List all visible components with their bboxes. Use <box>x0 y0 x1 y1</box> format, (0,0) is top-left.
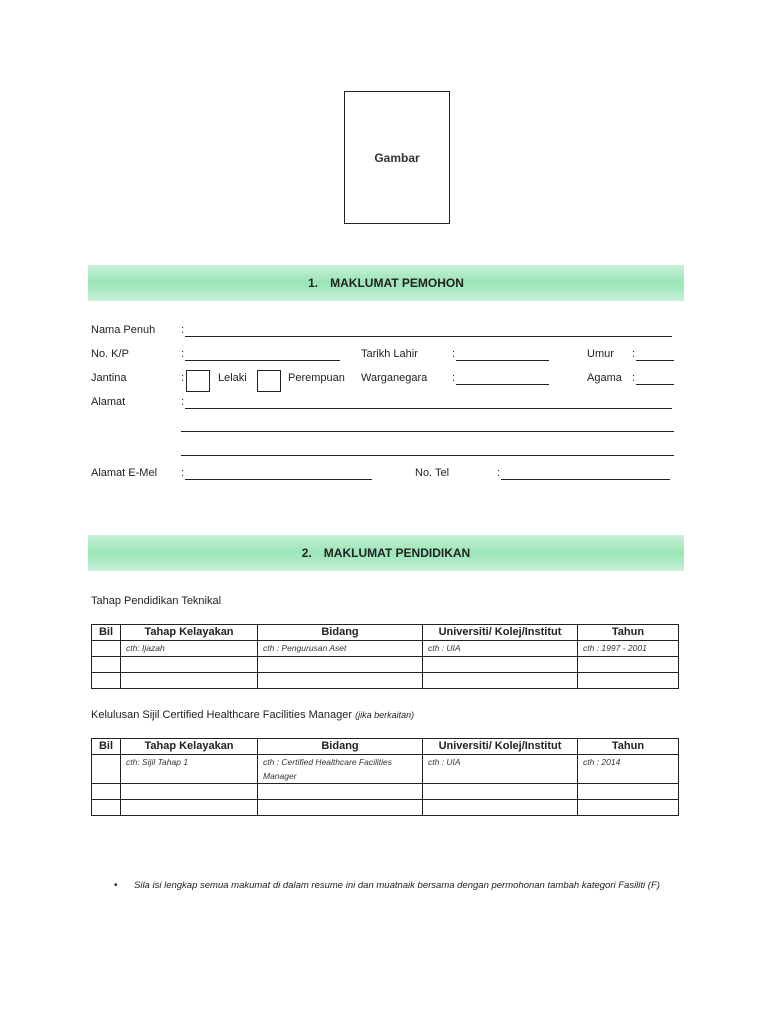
table-cell[interactable] <box>423 673 578 689</box>
label-agama: Agama <box>587 372 622 384</box>
table-cell[interactable]: cth : UIA <box>423 755 578 784</box>
technical-education-table <box>91 624 679 689</box>
perempuan-checkbox[interactable] <box>257 370 281 392</box>
table-cell[interactable]: cth: Sijil Tahap 1 <box>121 755 258 784</box>
table-row <box>92 784 679 800</box>
table-cell[interactable]: cth : 2014 <box>578 755 679 784</box>
table-cell[interactable] <box>258 657 423 673</box>
colon: : <box>181 372 185 384</box>
label-nama-penuh: Nama Penuh <box>91 324 156 336</box>
column-header-bil: Bil <box>92 625 121 641</box>
column-header-bidang: Bidang <box>258 625 423 641</box>
column-header-universiti: Universiti/ Kolej/Institut <box>423 625 578 641</box>
section-1-number: 1. <box>308 276 319 290</box>
certification-table <box>91 738 679 816</box>
label-no-tel: No. Tel <box>415 467 450 479</box>
table-cell[interactable] <box>578 657 679 673</box>
alamat-field-line-3[interactable] <box>181 455 674 456</box>
table-header-row <box>92 625 679 641</box>
column-header-tahap-kelayakan: Tahap Kelayakan <box>121 625 258 641</box>
table-cell[interactable] <box>121 673 258 689</box>
table-row <box>92 657 679 673</box>
colon: : <box>181 324 185 336</box>
table-cell[interactable] <box>578 784 679 800</box>
label-jantina: Jantina <box>91 372 127 384</box>
table-cell[interactable]: cth : UIA <box>423 641 578 657</box>
label-perempuan: Perempuan <box>288 372 345 384</box>
table-cell[interactable] <box>423 657 578 673</box>
column-header-bil: Bil <box>92 739 121 755</box>
table-2-heading-text: Kelulusan Sijil Certified Healthcare Facilities Manager <box>91 709 353 721</box>
table-2-heading-note: (jika berkaitan) <box>355 710 415 720</box>
column-header-tahap-kelayakan: Tahap Kelayakan <box>121 739 258 755</box>
bullet-icon: • <box>114 880 118 891</box>
no-kp-field[interactable] <box>185 360 340 361</box>
table-cell[interactable] <box>258 673 423 689</box>
alamat-field-line-1[interactable] <box>185 408 672 409</box>
column-header-universiti: Universiti/ Kolej/Institut <box>423 739 578 755</box>
alamat-field-line-2[interactable] <box>181 431 674 432</box>
table-cell[interactable] <box>578 800 679 816</box>
column-header-tahun: Tahun <box>578 625 679 641</box>
table-cell[interactable] <box>121 784 258 800</box>
table-cell[interactable] <box>92 641 121 657</box>
colon: : <box>181 348 185 360</box>
instruction-note: Sila isi lengkap semua makumat di dalam resume ini dan muatnaik bersama dengan permohonan tambah kategori Fasiliti (F) <box>134 880 660 891</box>
agama-field[interactable] <box>636 384 674 385</box>
alamat-emel-field[interactable] <box>185 479 372 480</box>
section-1-title: MAKLUMAT PEMOHON <box>330 276 464 290</box>
table-cell[interactable] <box>423 800 578 816</box>
umur-field[interactable] <box>636 360 674 361</box>
no-tel-field[interactable] <box>501 479 670 480</box>
table-cell[interactable] <box>92 657 121 673</box>
table-cell[interactable] <box>578 673 679 689</box>
table-cell[interactable] <box>92 755 121 784</box>
colon: : <box>452 348 456 360</box>
label-alamat: Alamat <box>91 396 126 408</box>
tarikh-lahir-field[interactable] <box>456 360 549 361</box>
warganegara-field[interactable] <box>456 384 549 385</box>
column-header-bidang: Bidang <box>258 739 423 755</box>
colon: : <box>497 467 501 479</box>
table-row <box>92 755 679 784</box>
table-header-row <box>92 739 679 755</box>
table-cell[interactable] <box>423 784 578 800</box>
section-1-header <box>88 265 684 301</box>
section-2-number: 2. <box>301 546 312 560</box>
table-cell[interactable] <box>121 800 258 816</box>
label-tarikh-lahir: Tarikh Lahir <box>361 348 418 360</box>
table-cell[interactable]: cth : Certified Healthcare Facilities Manager <box>258 755 423 784</box>
table-cell[interactable]: cth : 1997 - 2001 <box>578 641 679 657</box>
column-header-tahun: Tahun <box>578 739 679 755</box>
table-cell[interactable] <box>258 800 423 816</box>
table-cell[interactable] <box>121 657 258 673</box>
nama-penuh-field[interactable] <box>185 336 672 337</box>
section-2-header <box>88 535 684 571</box>
table-cell[interactable] <box>92 784 121 800</box>
colon: : <box>452 372 456 384</box>
label-no-kp: No. K/P <box>91 348 129 360</box>
label-warganegara: Warganegara <box>361 372 428 384</box>
label-alamat-emel: Alamat E-Mel <box>91 467 158 479</box>
colon: : <box>181 396 185 408</box>
table-cell[interactable]: cth : Pengurusan Aset <box>258 641 423 657</box>
label-umur: Umur <box>587 348 614 360</box>
label-lelaki: Lelaki <box>218 372 247 384</box>
colon: : <box>632 348 636 360</box>
table-2-heading <box>91 709 414 721</box>
table-row <box>92 800 679 816</box>
photo-label: Gambar <box>374 150 420 165</box>
table-cell[interactable] <box>258 784 423 800</box>
photo-placeholder <box>344 91 450 224</box>
table-cell[interactable] <box>92 800 121 816</box>
section-2-title: MAKLUMAT PENDIDIKAN <box>323 546 471 560</box>
table-row <box>92 673 679 689</box>
lelaki-checkbox[interactable] <box>186 370 210 392</box>
table-cell[interactable]: cth: Ijazah <box>121 641 258 657</box>
table-1-heading: Tahap Pendidikan Teknikal <box>91 595 222 607</box>
colon: : <box>181 467 185 479</box>
colon: : <box>632 372 636 384</box>
table-row <box>92 641 679 657</box>
table-cell[interactable] <box>92 673 121 689</box>
